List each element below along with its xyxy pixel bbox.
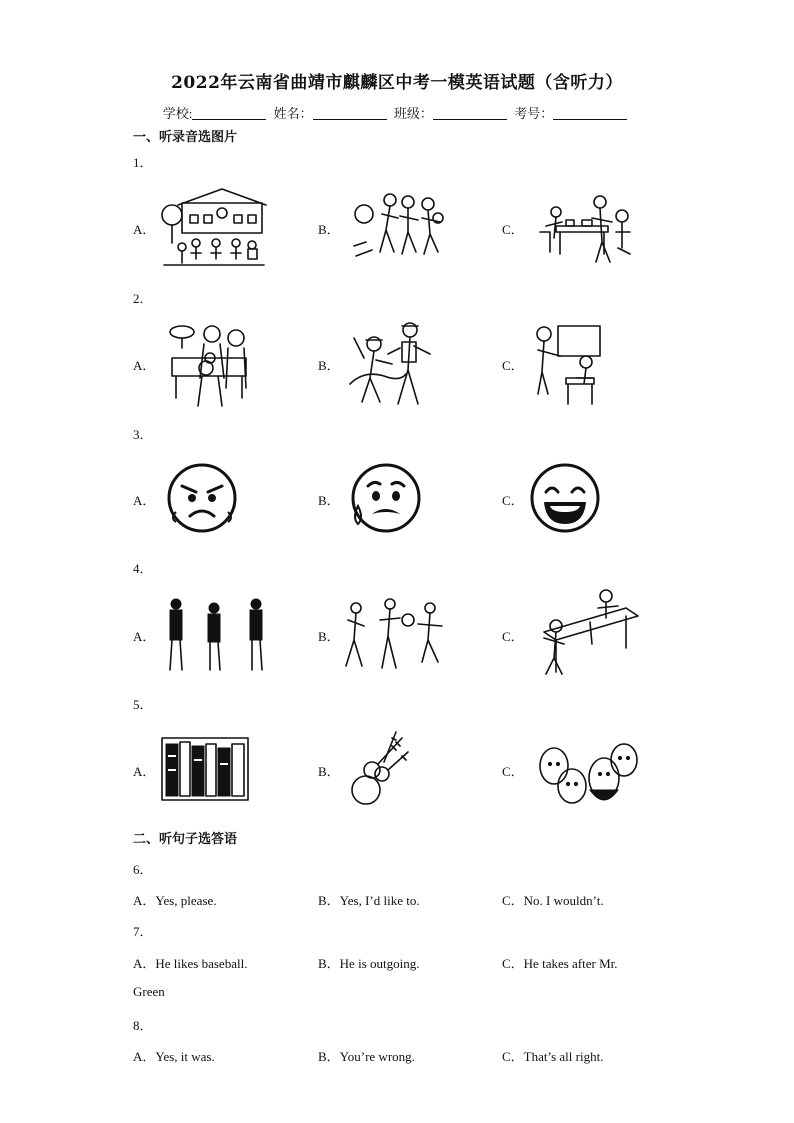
page-title: 2022年云南省曲靖市麒麟区中考一模英语试题（含听力）: [171, 73, 623, 93]
question-number: 8．: [133, 1018, 153, 1033]
option-label: B．: [318, 629, 340, 644]
question-number: 3．: [133, 427, 153, 442]
option-c: C．No. I wouldn’t.: [502, 893, 604, 908]
option-label: C．: [502, 222, 524, 237]
option-a: A．Yes, it was.: [133, 1049, 215, 1064]
question-number: 5．: [133, 697, 153, 712]
eggs-illustration: [534, 738, 642, 810]
option-label: A．: [133, 493, 156, 508]
question-number: 2．: [133, 291, 153, 306]
question-number: 4．: [133, 561, 153, 576]
option-a: A．He likes baseball.: [133, 956, 248, 971]
people-standing-illustration: [160, 596, 270, 674]
question-number: 7．: [133, 924, 153, 939]
option-label: B．: [318, 493, 340, 508]
option-label: C．: [502, 764, 524, 779]
class-label: 班级：: [393, 106, 433, 121]
family-at-table-illustration: [536, 192, 642, 264]
option-label: C．: [502, 358, 524, 373]
option-c: C．He takes after Mr.: [502, 956, 618, 971]
teacher-and-student-illustration: [530, 322, 602, 408]
school-label: 学校:: [162, 106, 193, 121]
option-c-continuation: Green: [133, 984, 165, 999]
sad-face-icon: [348, 462, 422, 534]
volleyball-players-illustration: [342, 596, 452, 672]
option-label: B．: [318, 764, 340, 779]
people-walking-group-illustration: [350, 190, 448, 262]
school-blank: [192, 107, 266, 120]
student-info-line: [0, 103, 794, 122]
table-tennis-illustration: [534, 588, 642, 678]
doctors-operating-illustration: [162, 318, 252, 410]
angry-face-icon: [166, 462, 238, 534]
option-label: C．: [502, 629, 524, 644]
option-label: A．: [133, 358, 156, 373]
option-label: A．: [133, 629, 156, 644]
option-label: A．: [133, 764, 156, 779]
section-heading-1: 一、听录音选图片: [133, 130, 238, 145]
firefighters-illustration: [344, 318, 438, 408]
happy-face-icon: [528, 462, 602, 534]
option-label: A．: [133, 222, 156, 237]
option-a: A．Yes, please.: [133, 893, 217, 908]
option-label: B．: [318, 222, 340, 237]
name-label: 姓名：: [273, 106, 313, 121]
option-c: C．That’s all right.: [502, 1049, 604, 1064]
exam-no-label: 考号：: [514, 106, 554, 121]
option-b: B．Yes, I’d like to.: [318, 893, 420, 908]
school-building-illustration: [160, 185, 268, 270]
class-blank: [433, 107, 507, 120]
section-heading-2: 二、听句子选答语: [133, 832, 238, 847]
option-b: B．You’re wrong.: [318, 1049, 415, 1064]
keys-illustration: [344, 728, 414, 810]
option-b: B．He is outgoing.: [318, 956, 420, 971]
option-label: B．: [318, 358, 340, 373]
option-label: C．: [502, 493, 524, 508]
name-blank: [313, 107, 387, 120]
question-number: 6．: [133, 862, 153, 877]
exam-no-blank: [553, 107, 627, 120]
books-illustration: [160, 736, 250, 802]
question-number: 1．: [133, 155, 153, 170]
